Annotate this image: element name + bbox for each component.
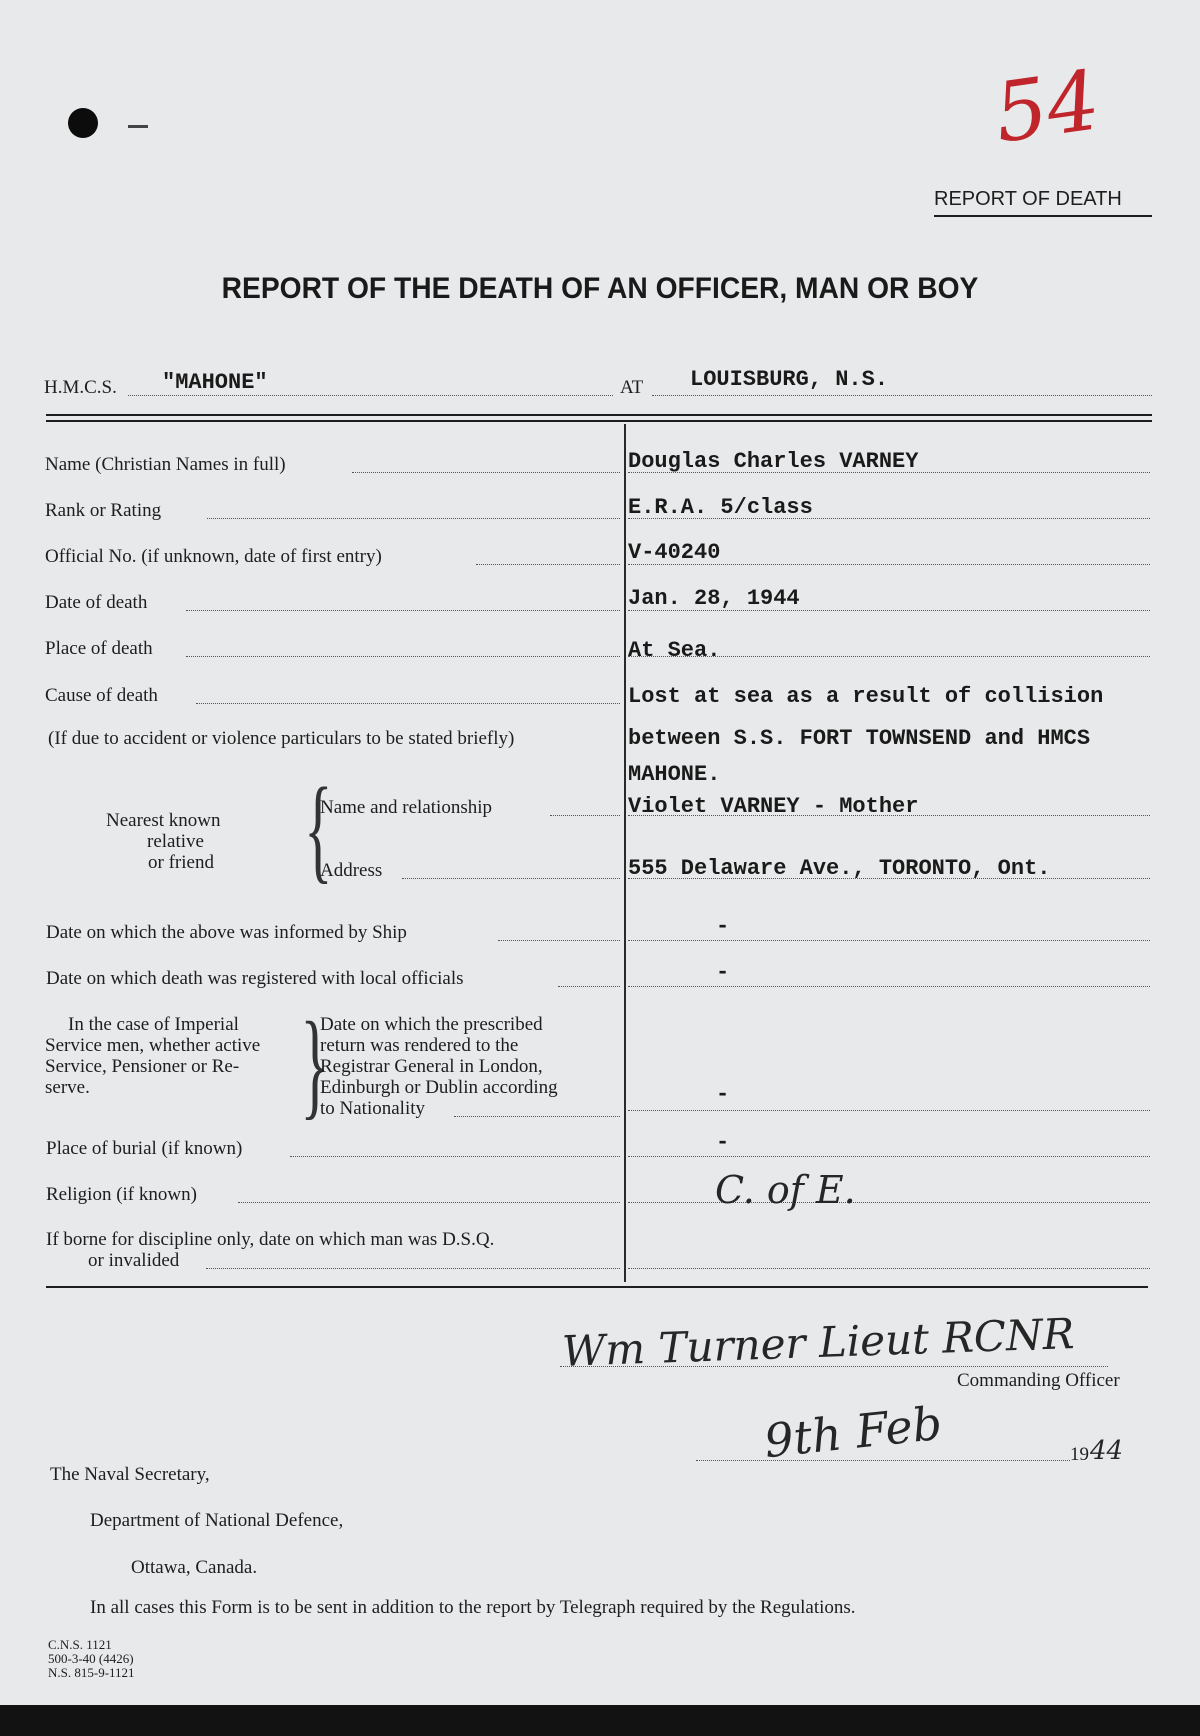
- discipline-label-1: If borne for discipline only, date on which man was D.S.Q.: [46, 1229, 495, 1250]
- year-prefix: 19: [1070, 1444, 1089, 1465]
- address-label: Address: [320, 860, 383, 881]
- report-of-death-underline: [934, 215, 1152, 217]
- cause-of-death-label: Cause of death: [45, 685, 158, 706]
- imperial-brace: }: [300, 997, 330, 1130]
- place-of-death-value: At Sea.: [628, 638, 721, 663]
- scan-bottom-edge: [0, 1705, 1200, 1736]
- corner-number: 54: [988, 53, 1106, 162]
- imperial-right-dots: [628, 1110, 1150, 1111]
- cause-of-death-value-3: MAHONE.: [628, 762, 721, 787]
- rank-left-dots: [207, 518, 620, 519]
- discipline-right-dots: [628, 1268, 1150, 1269]
- signature-date-handwritten: 9th Feb: [761, 1395, 945, 1469]
- imperial-right-3: Registrar General in London,: [320, 1056, 543, 1077]
- commanding-officer-signature: Wm Turner Lieut RCNR: [561, 1309, 1076, 1376]
- burial-left-dots: [290, 1156, 620, 1157]
- nearest-relative-label-1: Nearest known: [106, 810, 221, 831]
- official-no-value: V-40240: [628, 540, 721, 565]
- form-code-3: N.S. 815-9-1121: [48, 1665, 135, 1680]
- imperial-left-dots: [454, 1116, 620, 1117]
- registered-value: -: [716, 960, 730, 985]
- official-no-label: Official No. (if unknown, date of first entry): [45, 546, 382, 567]
- hmcs-dotted-line: [128, 395, 613, 396]
- at-dotted-line: [652, 395, 1152, 396]
- imperial-right-5: to Nationality: [320, 1098, 426, 1119]
- cause-of-death-value-2: between S.S. FORT TOWNSEND and HMCS: [628, 726, 1091, 751]
- burial-value: -: [716, 1130, 730, 1155]
- year-handwritten: 44: [1090, 1436, 1124, 1466]
- imperial-right-2: return was rendered to the: [320, 1035, 519, 1056]
- discipline-left-dots: [206, 1268, 620, 1269]
- date-left-dots: [186, 610, 620, 611]
- burial-right-dots: [628, 1156, 1150, 1157]
- registered-label: Date on which death was registered with local officials: [46, 968, 464, 989]
- imperial-left-1: In the case of Imperial: [68, 1014, 239, 1035]
- form-title: REPORT OF THE DEATH OF AN OFFICER, MAN OR BOY: [221, 272, 979, 305]
- cause-of-death-value-1: Lost at sea as a result of collision: [628, 684, 1104, 709]
- hmcs-label: H.M.C.S.: [44, 377, 117, 398]
- top-rule-2: [46, 420, 1152, 422]
- pencil-mark: [128, 125, 148, 128]
- discipline-label-2: or invalided: [88, 1250, 180, 1271]
- registered-left-dots: [558, 986, 620, 987]
- name-relationship-label: Name and relationship: [320, 797, 493, 818]
- official-left-dots: [476, 564, 620, 565]
- imperial-left-2: Service men, whether active: [45, 1035, 261, 1056]
- accident-particulars-label: (If due to accident or violence particulars to be stated briefly): [48, 728, 515, 749]
- date-dotted-line: [696, 1460, 1070, 1461]
- ottawa-line: Ottawa, Canada.: [131, 1557, 258, 1578]
- name-relationship-value: Violet VARNEY - Mother: [628, 794, 919, 819]
- burial-label: Place of burial (if known): [46, 1138, 243, 1159]
- date-of-death-value: Jan. 28, 1944: [628, 586, 800, 611]
- rank-value: E.R.A. 5/class: [628, 495, 813, 520]
- naval-secretary-line: The Naval Secretary,: [50, 1464, 210, 1485]
- top-rule: [46, 414, 1152, 416]
- imperial-value: -: [716, 1082, 730, 1107]
- signature-dotted-line: [560, 1366, 1108, 1367]
- nearest-relative-brace: {: [304, 763, 333, 894]
- name-value: Douglas Charles VARNEY: [628, 449, 919, 474]
- date-of-death-label: Date of death: [45, 592, 148, 613]
- name-left-dots: [352, 472, 620, 473]
- imperial-right-4: Edinburgh or Dublin according: [320, 1077, 558, 1098]
- nearest-relative-label-2: relative: [147, 831, 204, 852]
- imperial-left-3: Service, Pensioner or Re-: [45, 1056, 240, 1077]
- religion-value: C. of E.: [715, 1168, 856, 1212]
- cause-left-dots: [196, 703, 620, 704]
- address-left-dots: [402, 878, 620, 879]
- informed-by-ship-label: Date on which the above was informed by Ship: [46, 922, 407, 943]
- name-label: Name (Christian Names in full): [45, 454, 286, 475]
- relationship-left-dots: [550, 815, 620, 816]
- address-value: 555 Delaware Ave., TORONTO, Ont.: [628, 856, 1051, 881]
- hmcs-value: "MAHONE": [162, 370, 268, 395]
- form-code-1: C.N.S. 1121: [48, 1637, 112, 1652]
- at-label: AT: [620, 377, 644, 398]
- religion-label: Religion (if known): [46, 1184, 197, 1205]
- place-left-dots: [186, 656, 620, 657]
- religion-left-dots: [238, 1202, 620, 1203]
- imperial-left-4: serve.: [45, 1077, 90, 1098]
- religion-right-dots: [628, 1202, 1150, 1203]
- informed-left-dots: [498, 940, 620, 941]
- commanding-officer-label: Commanding Officer: [957, 1370, 1120, 1391]
- report-of-death-heading: REPORT OF DEATH: [934, 188, 1122, 210]
- informed-by-ship-value: -: [716, 914, 730, 939]
- form-instruction: In all cases this Form is to be sent in addition to the report by Telegraph required by the Regulations.: [90, 1597, 856, 1618]
- form-code-2: 500-3-40 (4426): [48, 1651, 134, 1666]
- place-of-death-label: Place of death: [45, 638, 153, 659]
- registered-right-dots: [628, 986, 1150, 987]
- rank-label: Rank or Rating: [45, 500, 162, 521]
- informed-right-dots: [628, 940, 1150, 941]
- column-divider: [624, 424, 626, 1282]
- punch-hole: [68, 108, 98, 138]
- bottom-rule: [46, 1286, 1148, 1288]
- nearest-relative-label-3: or friend: [148, 852, 214, 873]
- imperial-right-1: Date on which the prescribed: [320, 1014, 543, 1035]
- at-value: LOUISBURG, N.S.: [690, 367, 889, 392]
- department-line: Department of National Defence,: [90, 1510, 344, 1531]
